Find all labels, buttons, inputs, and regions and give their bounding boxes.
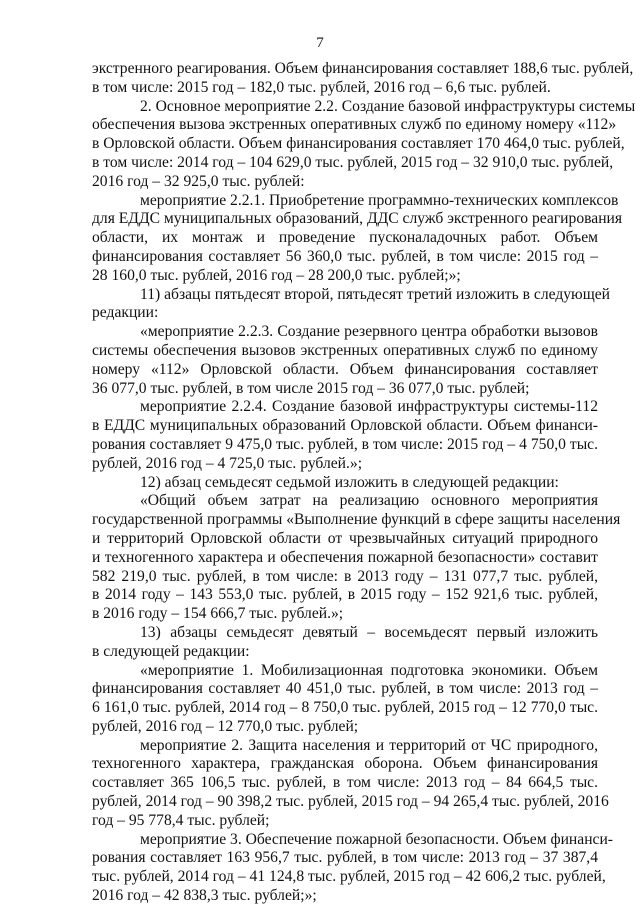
- text-line: «Общий объем затрат на реализацию основного мероприятия: [140, 492, 598, 510]
- text-line: номеру «112» Орловской области. Объем финансирования составляет: [92, 360, 598, 378]
- text-line: 2. Основное мероприятие 2.2. Создание базовой инфраструктуры системы: [140, 97, 636, 115]
- text-line: рублей, 2016 год – 4 725,0 тыс. рублей.»;: [92, 454, 363, 472]
- text-line: рублей, 2016 год – 12 770,0 тыс. рублей;: [92, 717, 359, 735]
- text-line: 582 219,0 тыс. рублей, в том числе: в 2013 году – 131 077,7 тыс. рублей,: [92, 567, 598, 585]
- text-line: рования составляет 9 475,0 тыс. рублей, в том числе: 2015 год – 4 750,0 тыс.: [92, 435, 598, 453]
- text-line: в Орловской области. Объем финансирования составляет 170 464,0 тыс. рублей,: [92, 135, 625, 153]
- text-line: техногенного характера, гражданская оборона. Объем финансирования: [92, 755, 598, 773]
- text-line: экстренного реагирования. Объем финансирования составляет 188,6 тыс. рублей,: [92, 60, 634, 77]
- text-line: в 2014 году – 143 553,0 тыс. рублей, в 2015 году – 152 921,6 тыс. рублей,: [92, 586, 598, 604]
- text-line: мероприятие 2.2.4. Создание базовой инфраструктуры системы-112: [140, 398, 598, 416]
- text-line: 2016 год – 42 838,3 тыс. рублей;»;: [92, 887, 317, 905]
- text-line: в следующей редакции:: [92, 642, 250, 660]
- text-line: «мероприятие 2.2.3. Создание резервного центра обработки вызовов: [140, 323, 598, 341]
- text-line: государственной программы «Выполнение функций в сфере защиты населения: [92, 511, 621, 529]
- document-body: [92, 60, 636, 906]
- text-line: 28 160,0 тыс. рублей, 2016 год – 28 200,0 тыс. рублей;»;: [92, 266, 461, 284]
- text-line: 11) абзацы пятьдесят второй, пятьдесят третий изложить в следующей: [140, 285, 610, 303]
- text-line: и техногенного характера и обеспечения пожарной безопасности» составит: [92, 548, 598, 566]
- text-line: рублей, 2014 год – 90 398,2 тыс. рублей, 2015 год – 94 265,4 тыс. рублей, 2016: [92, 793, 609, 811]
- text-line: области, их монтаж и проведение пусконаладочных работ. Объем: [92, 229, 598, 247]
- text-line: финансирования составляет 40 451,0 тыс. рублей, в том числе: 2013 год –: [92, 680, 598, 698]
- text-line: рования составляет 163 956,7 тыс. рублей, в том числе: 2013 год – 37 387,4: [92, 849, 598, 867]
- text-line: 6 161,0 тыс. рублей, 2014 год – 8 750,0 тыс. рублей, 2015 год – 12 770,0 тыс.: [92, 699, 598, 717]
- text-line: год – 95 778,4 тыс. рублей;: [92, 811, 270, 829]
- text-line: в 2016 году – 154 666,7 тыс. рублей.»;: [92, 605, 344, 623]
- text-line: для ЕДДС муниципальных образований, ДДС служб экстренного реагирования: [92, 210, 623, 228]
- text-line: финансирования составляет 56 360,0 тыс. рублей, в том числе: 2015 год –: [92, 247, 598, 265]
- text-line: мероприятие 2.2.1. Приобретение программно-технических комплексов: [140, 191, 619, 209]
- text-line: системы обеспечения вызовов экстренных оперативных служб по единому: [92, 341, 598, 359]
- text-line: мероприятие 2. Защита населения и территорий от ЧС природного,: [140, 736, 598, 754]
- text-line: в ЕДДС муниципальных образований Орловской области. Объем финанси-: [92, 417, 598, 435]
- text-line: тыс. рублей, 2014 год – 41 124,8 тыс. рублей, 2015 год – 42 606,2 тыс. рублей,: [92, 868, 606, 886]
- page-number: 7: [316, 35, 324, 51]
- text-line: 13) абзацы семьдесят девятый – восемьдесят первый изложить: [140, 623, 598, 641]
- text-line: обеспечения вызова экстренных оперативных служб по единому номеру «112»: [92, 116, 617, 134]
- text-line: 2016 год – 32 925,0 тыс. рублей:: [92, 172, 305, 190]
- text-line: в том числе: 2015 год – 182,0 тыс. рублей, 2016 год – 6,6 тыс. рублей.: [92, 78, 551, 96]
- text-line: мероприятие 3. Обеспечение пожарной безопасности. Объем финанси-: [140, 830, 613, 848]
- text-line: и территорий Орловской области от чрезвычайных ситуаций природного: [92, 529, 598, 547]
- text-line: «мероприятие 1. Мобилизационная подготовка экономики. Объем: [140, 661, 598, 679]
- text-line: составляет 365 106,5 тыс. рублей, в том числе: 2013 год – 84 664,5 тыс.: [92, 774, 598, 792]
- text-line: редакции:: [92, 304, 159, 322]
- text-line: 12) абзац семьдесят седьмой изложить в следующей редакции:: [140, 473, 559, 491]
- text-line: 36 077,0 тыс. рублей, в том числе 2015 год – 36 077,0 тыс. рублей;: [92, 379, 530, 397]
- text-line: в том числе: 2014 год – 104 629,0 тыс. рублей, 2015 год – 32 910,0 тыс. рублей,: [92, 153, 614, 171]
